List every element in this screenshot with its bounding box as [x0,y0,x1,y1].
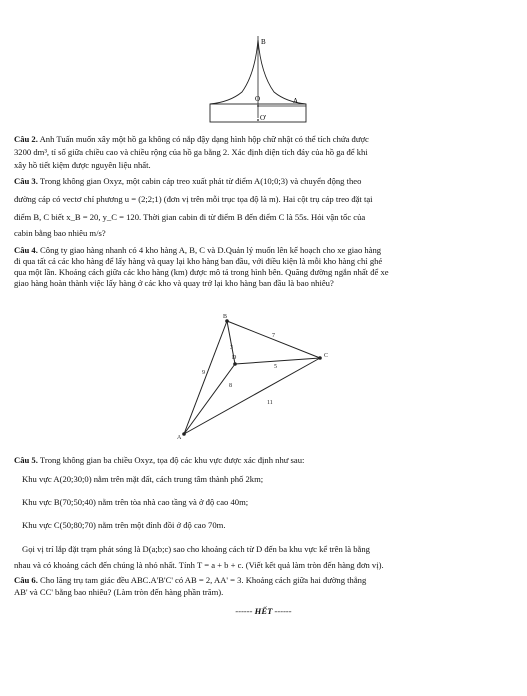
q4-line-2: đi qua tất cả các kho hàng để lấy hàng và quay lại kho hàng ban đầu, với điều kiện là mỗi kho hàng chỉ ghé [14,256,383,266]
q3-line-2: đường cáp có vectơ chỉ phương u = (2;2;1) (đơn vị trên mỗi trục tọa độ là m). Hai cột trụ cáp treo đặt tại [14,194,373,204]
q4-number: Câu 4. [14,245,38,255]
q3-line-4: cabin bằng bao nhiêu m/s? [14,228,106,238]
edge-BC [227,321,320,358]
node-A [182,432,186,436]
edge-label-DC: 5 [274,364,277,370]
q6-line-1: Câu 6. Cho lăng trụ tam giác đều ABC.A'B'C' có AB = 2, AA' = 3. Khoảng cách giữa hai đường thẳng [14,575,367,585]
q2-line-1: Câu 2. Anh Tuấn muốn xây một hồ ga không có nắp đậy dạng hình hộp chữ nhật có thể tích chứa được [14,134,369,144]
q6-line-2: AB' và CC' bằng bao nhiêu? (Làm tròn đến hàng phần trăm). [14,587,224,597]
edge-label-BD: 3 [230,345,233,351]
edge-label-AC: 11 [267,400,273,406]
end-marker: ------ HẾT ------ [235,606,292,616]
edge-DC [235,358,320,364]
node-label-C: C [324,353,329,359]
q5-number: Câu 5. [14,455,38,465]
label-O: O [255,95,261,103]
q6-number: Câu 6. [14,575,38,585]
edge-label-AB: 9 [202,370,205,376]
figure-right-curve [258,40,306,104]
q3-line-3: điểm B, C biết x_B = 20, y_C = 120. Thời gian cabin đi từ điểm B đến điểm C là 55s. Hỏi vận tốc của [14,212,366,222]
figure-left-curve [210,40,261,104]
q5-line-2: nhau và có khoảng cách đến chúng là nhỏ nhất. Tính T = a + b + c. (Viết kết quả làm tròn đến hàng đơn vị). [14,560,384,570]
edge-AB [184,321,227,434]
q3-line-1: Câu 3. Trong không gian Oxyz, một cabin cáp treo xuất phát từ điểm A(10;0;3) và chuyển động theo [14,176,362,186]
label-B: B [261,38,266,46]
q5-area-a: Khu vực A(20;30;0) nằm trên mặt đất, cách trung tâm thành phố 2km; [22,474,264,484]
q5-line-1: Gọi vị trí lắp đặt trạm phát sóng là D(a;b;c) sao cho khoảng cách từ D đến ba khu vực kể trên là bằng [22,544,370,554]
label-O-prime: O' [260,114,267,122]
q5-intro-line: Câu 5. Trong không gian ba chiều Oxyz, tọa độ các khu vực được xác định như sau: [14,455,305,465]
q2-line-2: 3200 dm³, tỉ số giữa chiều cao và chiều rộng của hồ ga bằng 2. Xác định diện tích đáy của hồ ga để khi [14,147,368,157]
node-label-D: D [232,355,237,361]
q4-line-4: giao hàng hoàn thành việc lấy hàng ở các kho và quay trở lại kho hàng ban đầu là bao nhiêu? [14,278,334,288]
node-C [318,356,322,360]
warehouse-graph [170,312,340,442]
node-D [233,362,237,366]
label-A: A [293,97,299,105]
edge-label-BC: 7 [272,333,275,339]
q4-line-3: qua một lần. Khoảng cách giữa các kho hàng (km) được mô tả trong hình bên. Quãng đường ngắn nhất để xe [14,267,389,277]
node-label-A: A [177,435,182,441]
q5-area-c: Khu vực C(50;80;70) nằm trên một đỉnh đồi ở độ cao 70m. [22,520,226,530]
edge-label-AD: 8 [229,383,232,389]
edge-AD [184,364,235,434]
q4-line-1: Câu 4. Công ty giao hàng nhanh có 4 kho hàng A, B, C và D.Quản lý muốn lên kế hoạch cho xe giao hàng [14,245,382,255]
figure-hồ-ga-diagram [200,34,310,130]
q2-number: Câu 2. [14,134,38,144]
q3-number: Câu 3. [14,176,38,186]
q5-area-b: Khu vực B(70;50;40) nằm trên tòa nhà cao tầng và ở độ cao 40m; [22,497,249,507]
node-label-B: B [223,314,228,320]
q2-line-3: xây hồ tiết kiệm được nguyên liệu nhất. [14,160,151,170]
